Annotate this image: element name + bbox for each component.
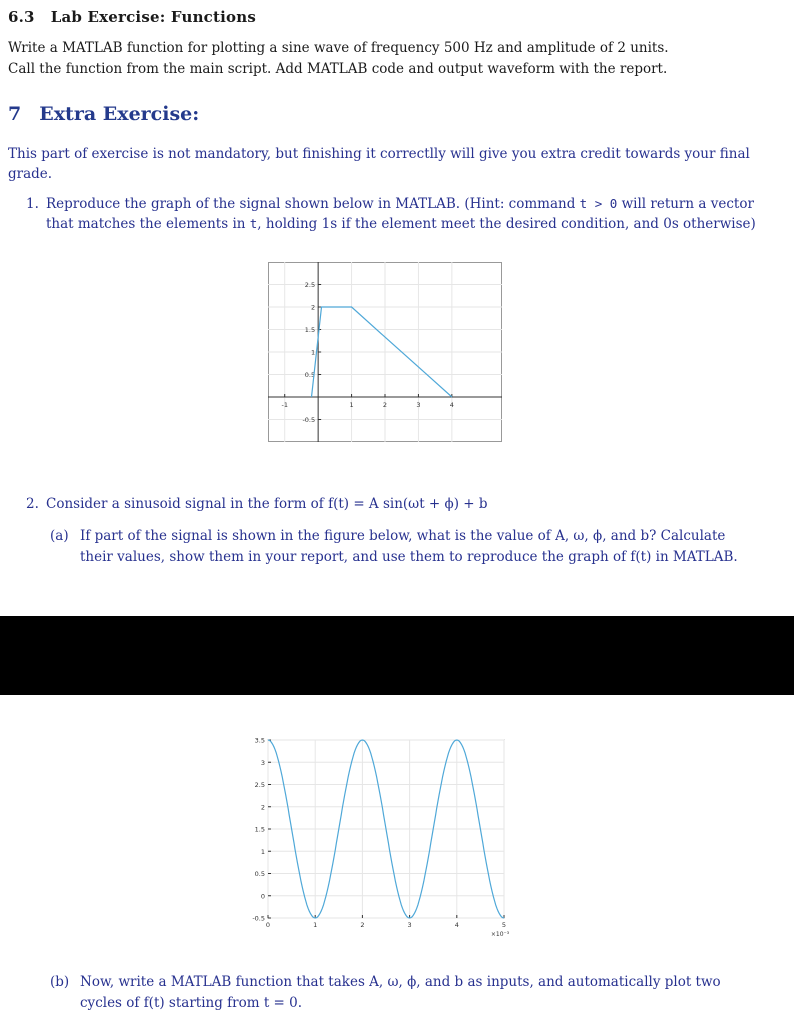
text-part: will return a vector that matches the elements in bbox=[46, 196, 754, 232]
y-tick-label: 2 bbox=[260, 803, 265, 812]
y-tick-label: 1 bbox=[260, 847, 265, 856]
x-tick-label: 2 bbox=[382, 401, 388, 409]
x-tick-label: 4 bbox=[454, 921, 459, 929]
y-tick-label: 1 bbox=[311, 348, 316, 357]
inline-code: t bbox=[249, 216, 258, 231]
x-tick-label: 1 bbox=[349, 401, 354, 409]
sub-item-b bbox=[50, 972, 760, 1011]
section-6-3-heading bbox=[8, 8, 256, 26]
y-tick-label: -0.5 bbox=[252, 914, 265, 923]
list-item-text: If part of the signal is shown in the figure below, what is the value of A, ω, ϕ, and b? Calculate their values, show them in your report, and use them to reproduce the graph of f(t) in MATLAB. bbox=[80, 528, 738, 565]
x-tick-label: 3 bbox=[416, 401, 421, 409]
section-number: 7 bbox=[8, 103, 22, 125]
section-number: 6.3 bbox=[8, 8, 35, 26]
x-tick-label: 3 bbox=[407, 921, 412, 929]
body-line: Write a MATLAB function for plotting a sine wave of frequency 500 Hz and amplitude of 2 units. bbox=[8, 40, 669, 56]
list-label: (a) bbox=[50, 528, 69, 544]
sub-item-a bbox=[50, 526, 760, 565]
body-line: Call the function from the main script. Add MATLAB code and output waveform with the report. bbox=[8, 61, 668, 77]
list-item-1 bbox=[26, 194, 766, 232]
x-tick-label: 5 bbox=[501, 921, 507, 929]
redaction-bar bbox=[0, 616, 794, 695]
y-tick-label: 2.5 bbox=[304, 281, 316, 289]
section-6-3-body bbox=[8, 38, 778, 80]
y-tick-label: 2 bbox=[311, 303, 316, 312]
x-tick-label: -1 bbox=[281, 401, 288, 409]
y-tick-label: 0 bbox=[260, 892, 265, 901]
list-item-text: Consider a sinusoid signal in the form of f(t) = A sin(ωt + ϕ) + b bbox=[46, 496, 488, 512]
section-7-heading bbox=[8, 103, 199, 125]
list-item-2 bbox=[26, 494, 766, 514]
list-label: 1. bbox=[26, 196, 39, 212]
text-part: Reproduce the graph of the signal shown below in MATLAB. (Hint: command bbox=[46, 196, 580, 212]
section-title: Extra Exercise: bbox=[39, 103, 200, 125]
section-title: Lab Exercise: Functions bbox=[50, 8, 256, 26]
list-label: 2. bbox=[26, 496, 39, 512]
list-item-text: Now, write a MATLAB function that takes A, ω, ϕ, and b as inputs, and automatically plot two cycles of f(t) starting from t = 0. bbox=[80, 974, 721, 1011]
y-tick-label: -0.5 bbox=[302, 416, 316, 424]
x-tick-label: 4 bbox=[449, 401, 454, 409]
y-tick-label: 0.5 bbox=[304, 371, 316, 379]
y-tick-label: 3 bbox=[260, 758, 265, 767]
x-tick-label: 1 bbox=[313, 921, 318, 929]
y-tick-label: 1.5 bbox=[254, 825, 265, 834]
section-7-intro: This part of exercise is not mandatory, but finishing it correctlly will give you extra credit towards your final grade. bbox=[8, 146, 750, 182]
inline-code: t > 0 bbox=[579, 196, 618, 211]
sinusoid-chart bbox=[248, 728, 518, 948]
trapezoid-signal-chart bbox=[268, 262, 502, 442]
y-tick-label: 3.5 bbox=[254, 736, 265, 745]
y-tick-label: 2.5 bbox=[254, 781, 265, 789]
x-exponent-label: ×10⁻³ bbox=[490, 931, 510, 938]
x-tick-label: 0 bbox=[265, 921, 271, 929]
y-tick-label: 1.5 bbox=[304, 326, 316, 334]
y-tick-label: 0.5 bbox=[254, 870, 265, 878]
list-label: (b) bbox=[50, 974, 70, 990]
list-item-text bbox=[46, 194, 766, 234]
x-tick-label: 2 bbox=[360, 921, 365, 929]
text-part: , holding 1s if the element meet the desired condition, and 0s otherwise) bbox=[257, 216, 756, 232]
